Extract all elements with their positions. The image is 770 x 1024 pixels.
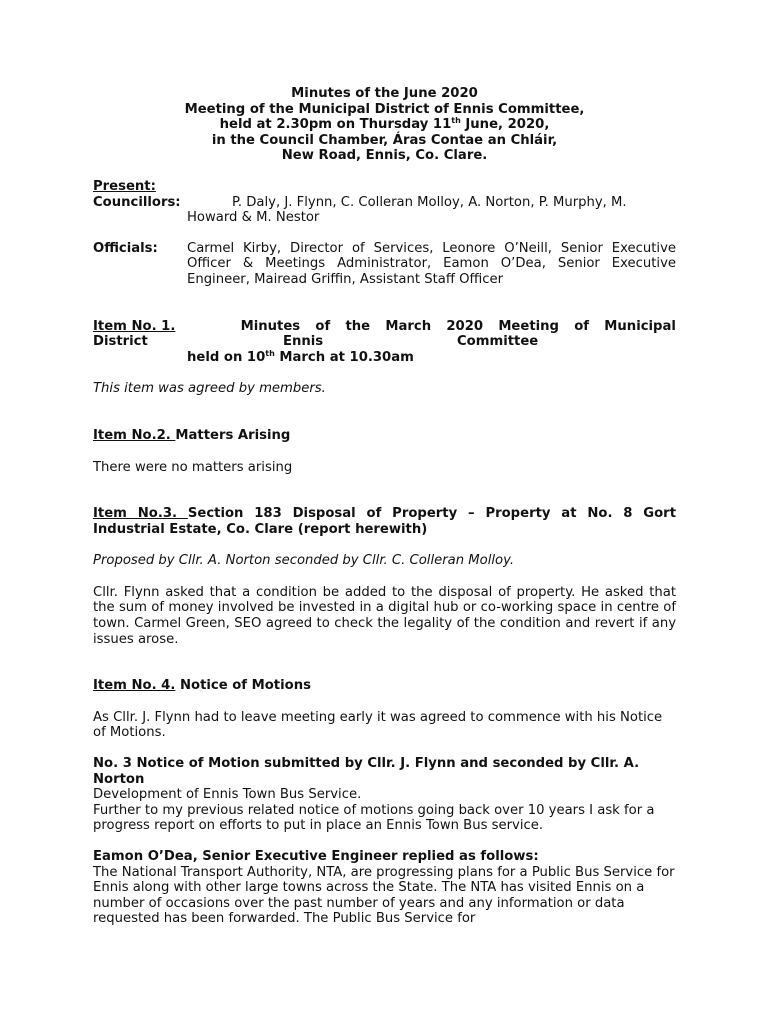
motion-text: Further to my previous related notice of motions going back over 10 years I ask for a progress report on efforts to put in place an Ennis Town Bus service. (93, 802, 655, 834)
item-3 (93, 506, 676, 647)
officials-label: Officials: (93, 240, 158, 256)
councillors-row (93, 195, 676, 226)
item-heading (93, 334, 676, 350)
item-label: Item No. 4. (93, 678, 176, 694)
motion-heading: No. 3 Notice of Motion submitted by Cllr. J. Flynn and seconded by Cllr. A. Norton (93, 756, 640, 787)
title-superscript: th (451, 116, 461, 126)
item-proposal: Proposed by Cllr. A. Norton seconded by Cllr. C. Colleran Molloy. (93, 553, 515, 569)
heading-word: District (93, 334, 148, 350)
title-text: held at 2.30pm on Thursday 11 (219, 117, 452, 133)
present-section (93, 179, 676, 288)
item-label: Item No.3. (93, 506, 188, 522)
item-heading (93, 350, 676, 366)
councillors-names: P. Daly, J. Flynn, C. Colleran Molloy, A. Norton, P. Murphy, M. (232, 194, 627, 210)
present-heading: Present: (93, 178, 156, 194)
motion-text: Development of Ennis Town Bus Service. (93, 787, 362, 803)
heading-text: held on 10 (187, 349, 266, 365)
heading-word: 2020 (446, 318, 484, 334)
item-heading (93, 319, 676, 335)
title-line (93, 117, 676, 133)
item-body: As Cllr. J. Flynn had to leave meeting early it was agreed to commence with his Notice of Motions. (93, 709, 663, 741)
reply-heading: Eamon O’Dea, Senior Executive Engineer replied as follows: (93, 849, 539, 864)
item-2 (93, 428, 676, 475)
title-line: New Road, Ennis, Co. Clare. (281, 148, 488, 164)
title-text: June, 2020, (460, 117, 550, 133)
item-body: Cllr. Flynn asked that a condition be added to the disposal of property. He asked that the sum of money involved be invested in a digital hub or co-working space in centre of town. Carmel Green, SEO agreed to check the legality of the condition and revert if any issues arose. (93, 584, 676, 647)
title-line: Minutes of the June 2020 (291, 86, 478, 101)
heading-word: of (574, 318, 590, 334)
title-line: in the Council Chamber, Áras Contae an Chláir, (211, 132, 558, 148)
item-title: Notice of Motions (175, 678, 311, 694)
item-heading (93, 428, 676, 444)
councillors-names: Howard & M. Nestor (187, 210, 320, 226)
item-1 (93, 319, 676, 397)
item-label: Item No.2. (93, 427, 176, 443)
heading-word: Committee (457, 334, 539, 350)
title-line: Meeting of the Municipal District of Ennis Committee, (184, 101, 585, 117)
item-body: There were no matters arising (93, 459, 293, 475)
item-heading (93, 678, 676, 694)
heading-word: March (385, 318, 432, 334)
heading-word: Ennis (283, 334, 324, 350)
councillors-label: Councillors: (93, 194, 181, 210)
item-title: Matters Arising (175, 427, 291, 443)
item-body: This item was agreed by members. (93, 381, 326, 397)
item-4 (93, 678, 676, 927)
heading-word: Minutes (240, 318, 301, 334)
heading-text: March at 10.30am (274, 349, 414, 365)
item-title: Section 183 Disposal of Property – Property at No. 8 Gort Industrial Estate, Co. Clare (report herewith) (93, 506, 676, 537)
document-title (93, 86, 676, 164)
heading-word: Municipal (604, 318, 676, 334)
officials-row (93, 241, 676, 288)
minutes-document (93, 86, 676, 927)
heading-word: the (345, 318, 371, 334)
heading-word: Meeting (498, 318, 559, 334)
officials-names: Carmel Kirby, Director of Services, Leonore O’Neill, Senior Executive Officer & Meetings Administrator, Eamon O’Dea, Senior Executive Engineer, Mairead Griffin, Assistant Staff Officer (187, 240, 676, 287)
heading-word: of (315, 318, 331, 334)
item-heading (93, 506, 676, 537)
item-label: Item No. 1. (93, 318, 176, 334)
reply-text: The National Transport Authority, NTA, are progressing plans for a Public Bus Service for Ennis along with other large towns across the State. The NTA has visited Ennis on a number of occasions over the past number of years and any information or data requested has been forwarded. The Public Bus Service for (93, 864, 675, 927)
heading-superscript: th (265, 348, 275, 358)
